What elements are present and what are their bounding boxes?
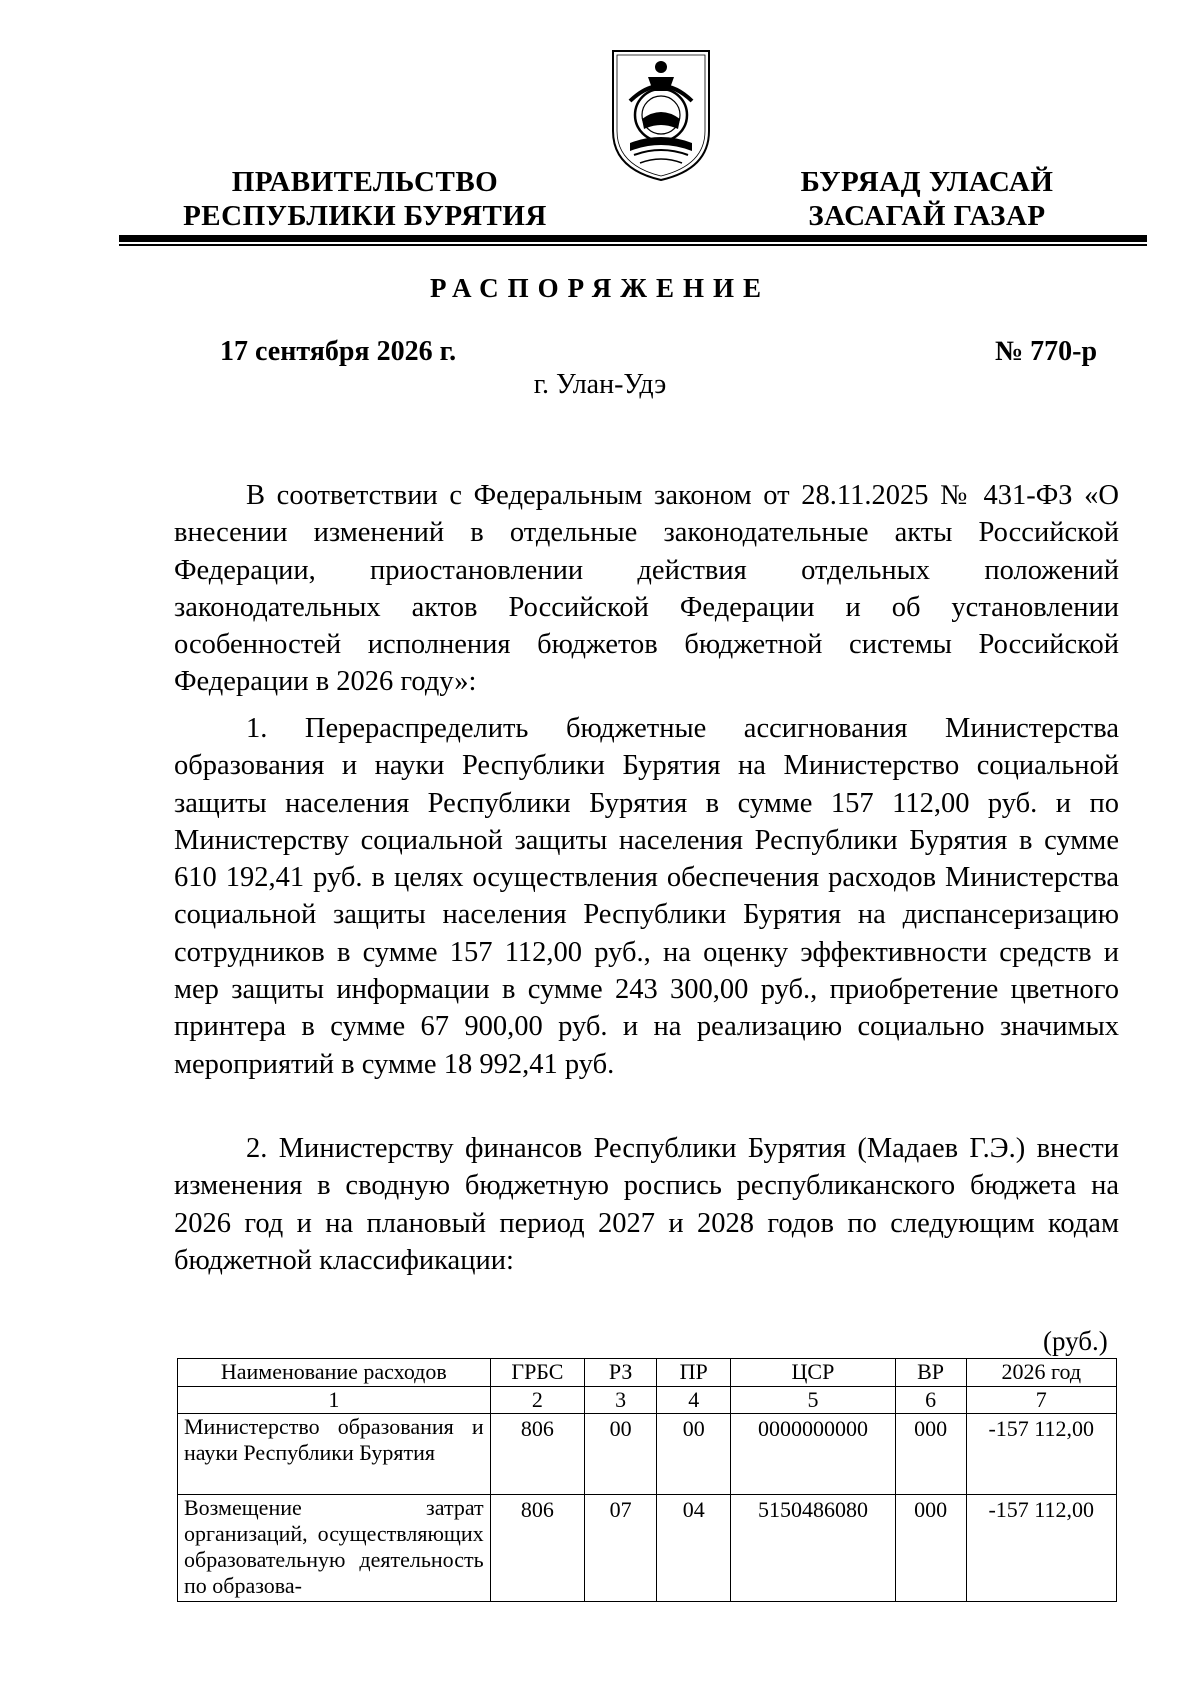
header-expense-name: Наименование расходов [178,1359,491,1387]
amount-cell: -157 112,00 [966,1495,1116,1602]
col-number: 4 [657,1387,731,1414]
vr-cell: 000 [895,1414,966,1495]
clause-1-paragraph: 1. Перераспределить бюджетные ассигнования Министерства образования и науки Республики Бурятия на Министерство социальной защиты населения Республики Бурятия в сумме 157 112,00 руб. и по Министерству социальной защиты населения Республики Бурятия в сумме 610 192,41 руб. в целях осуществления обеспечения расходов Министерства социальной защиты населения Республики Бурятия на диспансеризацию сотрудников в сумме 157 112,00 руб., на оценку эффективности средств и мер защиты информации в сумме 243 300,00 руб., приобретение цветного принтера в сумме 67 900,00 руб. и на реализацию социально значимых мероприятий в сумме 18 992,41 руб. [174,713,1119,1080]
grbs-cell: 806 [490,1414,585,1495]
preamble-paragraph: В соответствии с Федеральным законом от 28.11.2025 № 431-ФЗ «О внесении изменений в отдельные законодательные акты Российской Федерации, приостановлении действия отдельных положений законодательных актов Российской Федерации и об установлении особенностей исполнения бюджетов бюджетной системы Российской Федерации в 2026 году»: [174,480,1119,698]
col-number: 2 [490,1387,585,1414]
csr-cell: 0000000000 [731,1414,895,1495]
org-left-line2: РЕСПУБЛИКИ БУРЯТИЯ [183,200,547,232]
header-divider-thick [119,235,1147,242]
coat-of-arms-icon [608,47,714,183]
header-year-2026: 2026 год [966,1359,1116,1387]
org-right-line2: ЗАСАГАЙ ГАЗАР [808,200,1046,232]
rz-cell: 07 [585,1495,657,1602]
document-date: 17 сентября 2026 г. [220,336,457,367]
table-row [178,1414,1117,1495]
table-unit-label: (руб.) [1043,1326,1108,1356]
col-number: 7 [966,1387,1116,1414]
government-name-russian [175,165,555,233]
org-right-line1: БУРЯАД УЛАСАЙ [800,166,1054,198]
header-divider-thin [119,244,1147,246]
header-csr: ЦСР [731,1359,895,1387]
csr-cell: 5150486080 [731,1495,895,1602]
document-type: РАСПОРЯЖЕНИЕ [429,273,771,303]
column-number-row [178,1387,1117,1414]
document-place: г. Улан-Удэ [533,369,667,400]
header-pr: ПР [657,1359,731,1387]
pr-cell: 00 [657,1414,731,1495]
clause-2-paragraph: 2. Министерству финансов Республики Бурятия (Мадаев Г.Э.) внести изменения в сводную бюджетную роспись республиканского бюджета на 2026 год и на плановый период 2027 и 2028 годов по следующим кодам бюджетной классификации: [174,1133,1119,1276]
rz-cell: 00 [585,1414,657,1495]
header-grbs: ГРБС [490,1359,585,1387]
government-name-buryat [782,165,1072,233]
amount-cell: -157 112,00 [966,1414,1116,1495]
expense-name-cell: Возмещение затрат организаций, осуществляющих образовательную деятельность по образова- [178,1495,491,1602]
table-row [178,1495,1117,1602]
header-rz: РЗ [585,1359,657,1387]
col-number: 3 [585,1387,657,1414]
budget-table [177,1358,1117,1602]
pr-cell: 04 [657,1495,731,1602]
org-left-line1: ПРАВИТЕЛЬСТВО [231,166,499,198]
table-header-row [178,1359,1117,1387]
expense-name-cell: Министерство образования и науки Республики Бурятия [178,1414,491,1495]
col-number: 5 [731,1387,895,1414]
col-number: 6 [895,1387,966,1414]
vr-cell: 000 [895,1495,966,1602]
col-number: 1 [178,1387,491,1414]
header-vr: ВР [895,1359,966,1387]
grbs-cell: 806 [490,1495,585,1602]
document-number: № 770-р [995,336,1098,367]
